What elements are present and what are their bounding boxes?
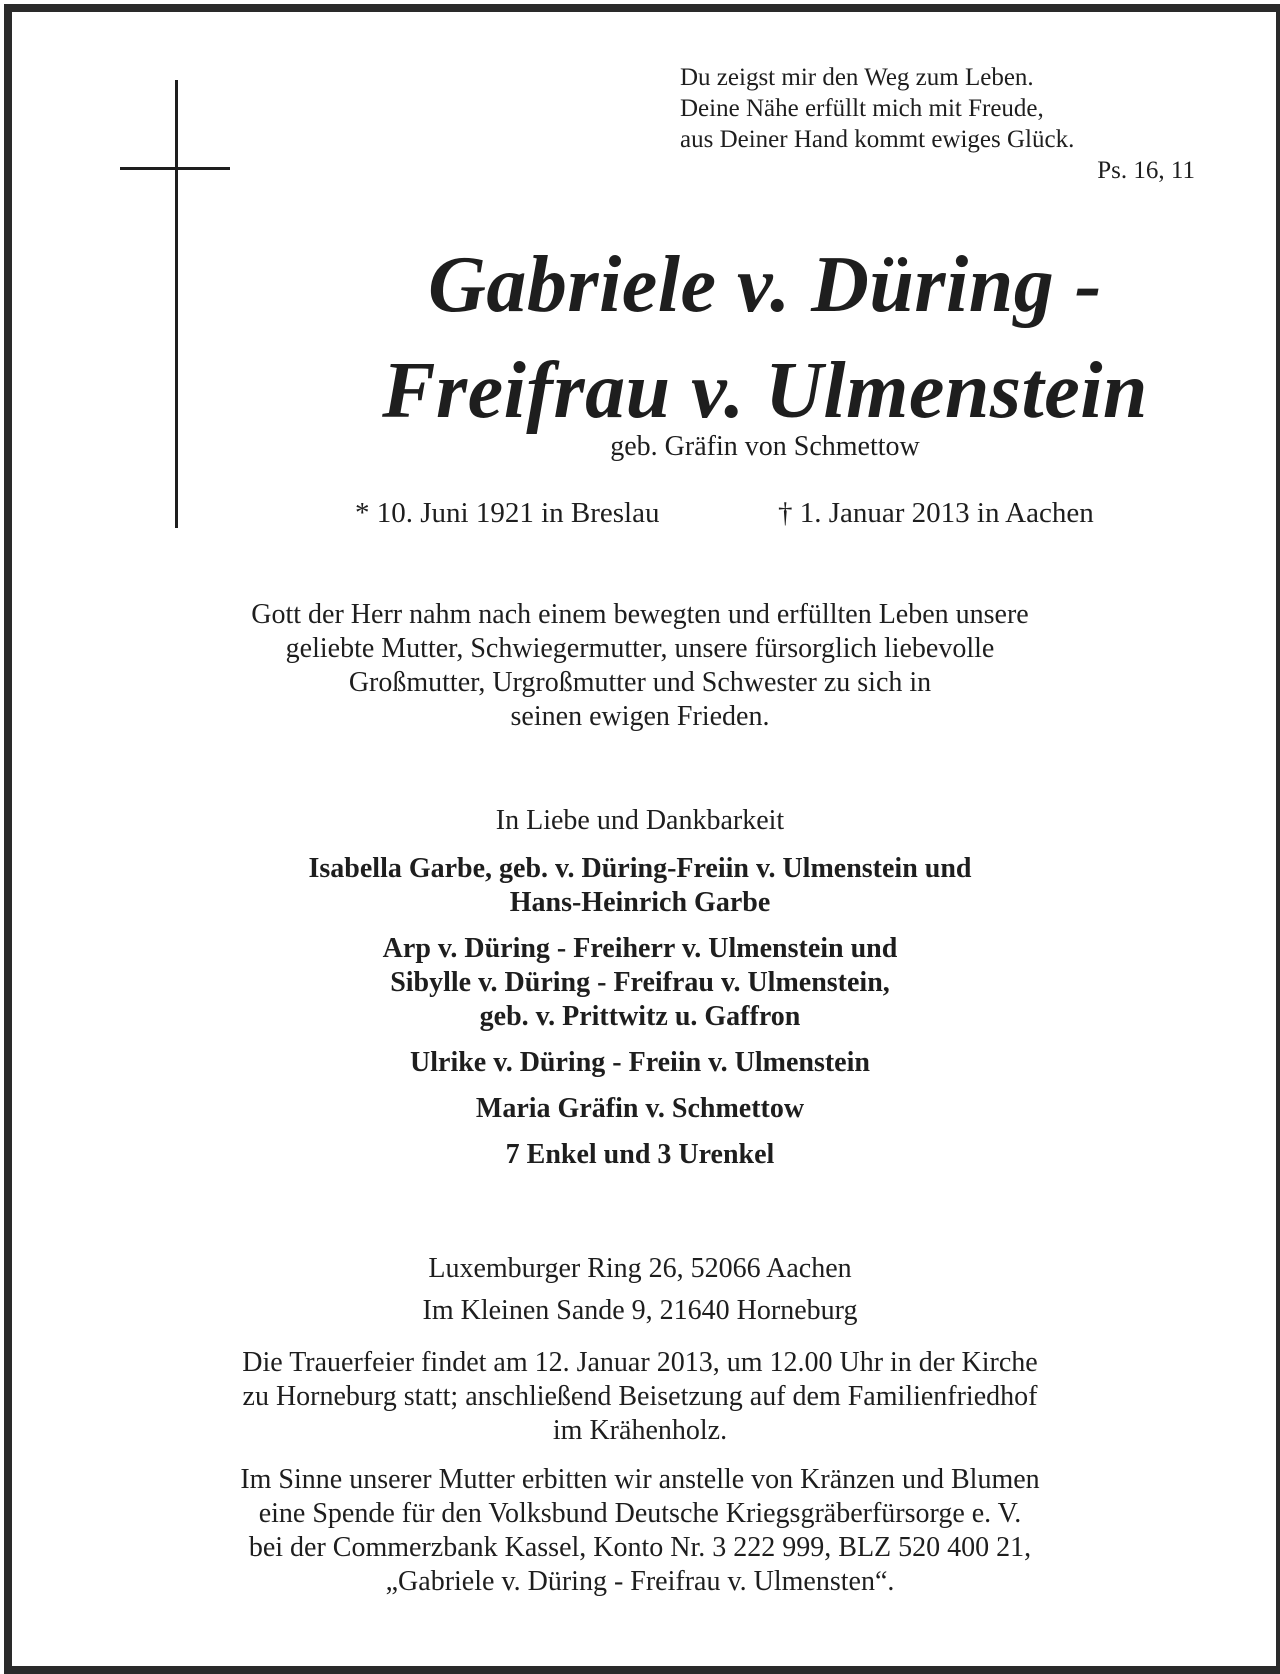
cross-horizontal-beam xyxy=(120,167,230,170)
death-date: † 1. Januar 2013 in Aachen xyxy=(778,497,1094,529)
in-love-heading: In Liebe und Dankbarkeit xyxy=(495,805,785,836)
mourner-line: 7 Enkel und 3 Urenkel xyxy=(505,1139,775,1170)
psalm-reference: Ps. 16, 11 xyxy=(1097,157,1195,184)
donation-line: Im Sinne unserer Mutter erbitten wir anstelle von Kränzen und Blumen xyxy=(240,1464,1040,1495)
mourner-line: Ulrike v. Düring - Freiin v. Ulmenstein xyxy=(410,1047,870,1078)
psalm-line: aus Deiner Hand kommt ewiges Glück. xyxy=(680,126,1075,153)
mourner-line: Hans-Heinrich Garbe xyxy=(509,887,771,918)
service-line: im Krähenholz. xyxy=(552,1415,728,1446)
mourner-group xyxy=(60,1138,1220,1172)
intro-line: Gott der Herr nahm nach einem bewegten und erfüllten Leben unsere xyxy=(251,599,1029,630)
intro-text xyxy=(60,598,1220,734)
psalm-quote xyxy=(680,62,1200,155)
mourner-group xyxy=(60,932,1220,1034)
mourner-group xyxy=(60,852,1220,920)
intro-line: Großmutter, Urgroßmutter und Schwester zu sich in xyxy=(348,667,932,698)
donation-line: „Gabriele v. Düring - Freifrau v. Ulmensten“. xyxy=(385,1566,895,1597)
service-line: zu Horneburg statt; anschließend Beisetzung auf dem Familienfriedhof xyxy=(242,1381,1038,1412)
intro-line: seinen ewigen Frieden. xyxy=(510,701,770,732)
mourner-line: Sibylle v. Düring - Freifrau v. Ulmenstein, xyxy=(390,967,890,998)
mourner-group xyxy=(60,1046,1220,1080)
psalm-line: Du zeigst mir den Weg zum Leben. xyxy=(680,64,1034,91)
intro-line: geliebte Mutter, Schwiegermutter, unsere fürsorglich liebevolle xyxy=(285,633,995,664)
donation-line: bei der Commerzbank Kassel, Konto Nr. 3 222 999, BLZ 520 400 21, xyxy=(248,1532,1032,1563)
address-aachen: Luxemburger Ring 26, 52066 Aachen xyxy=(428,1253,852,1284)
cross-vertical-beam xyxy=(175,80,178,528)
deceased-name-line2: Freifrau v. Ulmenstein xyxy=(382,347,1148,435)
birth-name: geb. Gräfin von Schmettow xyxy=(610,431,920,462)
mourner-line: geb. v. Prittwitz u. Gaffron xyxy=(479,1001,801,1032)
deceased-name-line1: Gabriele v. Düring - xyxy=(428,241,1102,329)
psalm-line: Deine Nähe erfüllt mich mit Freude, xyxy=(680,95,1044,122)
mourner-group xyxy=(60,1092,1220,1126)
birth-date: * 10. Juni 1921 in Breslau xyxy=(355,497,660,529)
address-horneburg: Im Kleinen Sande 9, 21640 Horneburg xyxy=(422,1295,858,1326)
funeral-service-text xyxy=(60,1346,1220,1448)
mourner-line: Arp v. Düring - Freiherr v. Ulmenstein und xyxy=(382,933,898,964)
mourners-list xyxy=(60,852,1220,1184)
service-line: Die Trauerfeier findet am 12. Januar 2013, um 12.00 Uhr in der Kirche xyxy=(242,1347,1038,1378)
donation-text xyxy=(60,1463,1220,1599)
mourner-line: Maria Gräfin v. Schmettow xyxy=(475,1093,805,1124)
donation-line: eine Spende für den Volksbund Deutsche Kriegsgräberfürsorge e. V. xyxy=(258,1498,1022,1529)
mourner-line: Isabella Garbe, geb. v. Düring-Freiin v. Ulmenstein und xyxy=(308,853,972,884)
